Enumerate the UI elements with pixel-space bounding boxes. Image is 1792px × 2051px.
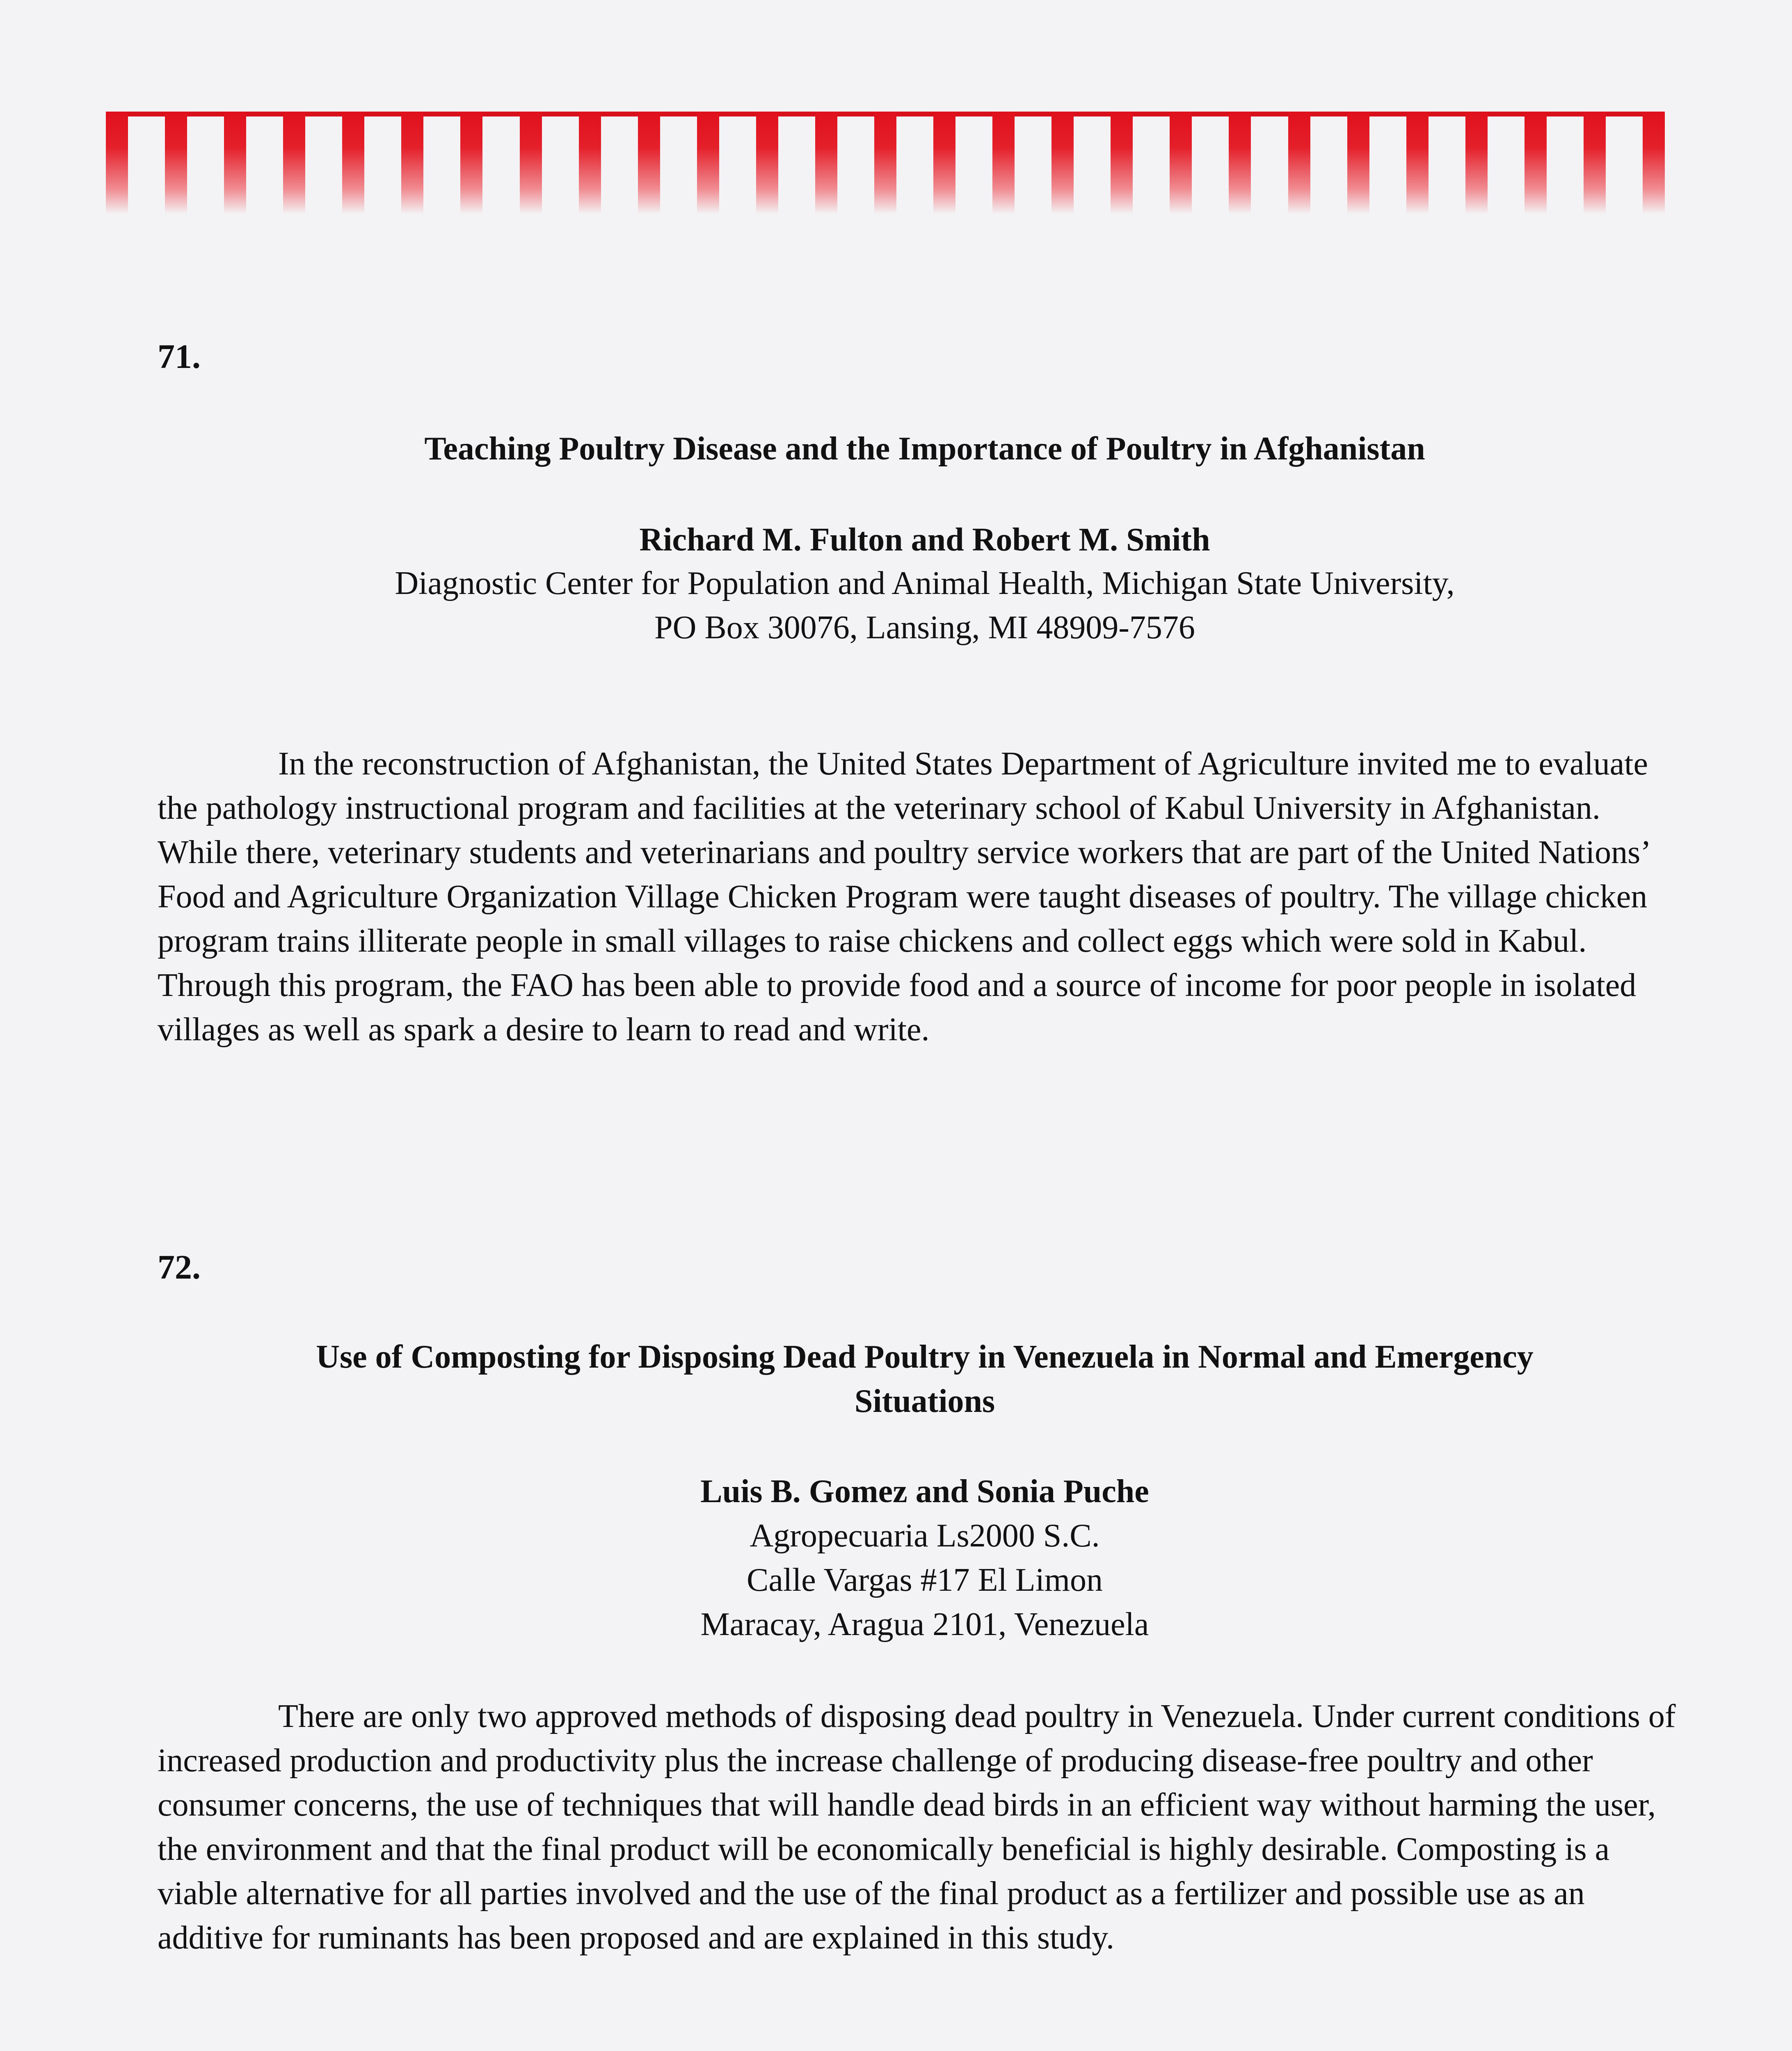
affiliation-line: Diagnostic Center for Population and Animal Health, Michigan State University, <box>395 565 1455 601</box>
decorative-striped-banner <box>106 112 1665 214</box>
title-line: Situations <box>854 1383 995 1419</box>
banner-stripe <box>1643 112 1665 214</box>
banner-stripe <box>933 112 955 214</box>
banner-stripe <box>520 112 542 214</box>
banner-stripe <box>992 112 1015 214</box>
banner-stripe <box>1465 112 1488 214</box>
abstract-affiliation <box>158 561 1692 650</box>
abstract-body-text: In the reconstruction of Afghanistan, the United States Department of Agriculture invited me to evaluate the pathology instructional program and facilities at the veterinary school of Kabul University in Afghanistan. While there, veterinary students and veterinarians and poultry service workers that are part of the United Nations’ Food and Agriculture Organization Village Chicken Program were taught diseases of poultry. The village chicken program trains illiterate people in small villages to raise chickens and collect eggs which were sold in Kabul. Through this program, the FAO has been able to provide food and a source of income for poor people in isolated villages as well as spark a desire to learn to read and write. <box>158 746 1649 1048</box>
banner-stripe <box>874 112 896 214</box>
affiliation-line: Calle Vargas #17 El Limon <box>746 1562 1103 1598</box>
banner-stripe <box>165 112 187 214</box>
banner-stripe <box>1347 112 1369 214</box>
banner-stripe <box>1051 112 1074 214</box>
banner-stripe <box>106 112 128 214</box>
abstract-body <box>158 742 1684 1052</box>
banner-stripe <box>1525 112 1547 214</box>
banner-stripe <box>638 112 660 214</box>
banner-stripe <box>283 112 305 214</box>
affiliation-line: PO Box 30076, Lansing, MI 48909-7576 <box>654 610 1195 646</box>
abstract-number: 72. <box>158 1248 201 1286</box>
affiliation-line: Agropecuaria Ls2000 S.C. <box>750 1518 1100 1554</box>
title-line: Teaching Poultry Disease and the Importance of Poultry in Afghanistan <box>424 431 1425 467</box>
banner-stripe <box>756 112 778 214</box>
banner-stripe <box>815 112 837 214</box>
banner-stripe <box>342 112 364 214</box>
title-line: Use of Composting for Disposing Dead Poultry in Venezuela in Normal and Emergency <box>316 1339 1534 1375</box>
banner-stripe <box>1170 112 1192 214</box>
banner-stripe <box>579 112 601 214</box>
banner-stripe <box>224 112 246 214</box>
abstract-affiliation <box>158 1514 1692 1647</box>
abstract-title <box>158 1335 1692 1423</box>
abstract-authors: Richard M. Fulton and Robert M. Smith <box>639 522 1210 558</box>
banner-stripe <box>1229 112 1251 214</box>
abstract-body <box>158 1694 1684 1960</box>
abstract-number: 71. <box>158 338 201 376</box>
banner-stripe <box>1584 112 1606 214</box>
banner-stripe <box>460 112 482 214</box>
affiliation-line: Maracay, Aragua 2101, Venezuela <box>700 1606 1149 1642</box>
abstract-authors: Luis B. Gomez and Sonia Puche <box>700 1473 1149 1510</box>
abstract-body-text: There are only two approved methods of disposing dead poultry in Venezuela. Under current conditions of increased production and productivity plus the increase challenge of producing disease-free poultry and other consumer concerns, the use of techniques that will handle dead birds in an efficient way without harming the user, the environment and that the final product will be economically beneficial is highly desirable. Composting is a viable alternative for all parties involved and the use of the final product as a fertilizer and possible use as an additive for ruminants has been proposed and are explained in this study. <box>158 1698 1676 1956</box>
banner-stripe <box>697 112 719 214</box>
banner-stripe <box>1406 112 1429 214</box>
abstract-title <box>158 427 1692 471</box>
banner-stripe <box>1111 112 1133 214</box>
banner-stripe <box>401 112 423 214</box>
banner-stripe <box>1288 112 1310 214</box>
